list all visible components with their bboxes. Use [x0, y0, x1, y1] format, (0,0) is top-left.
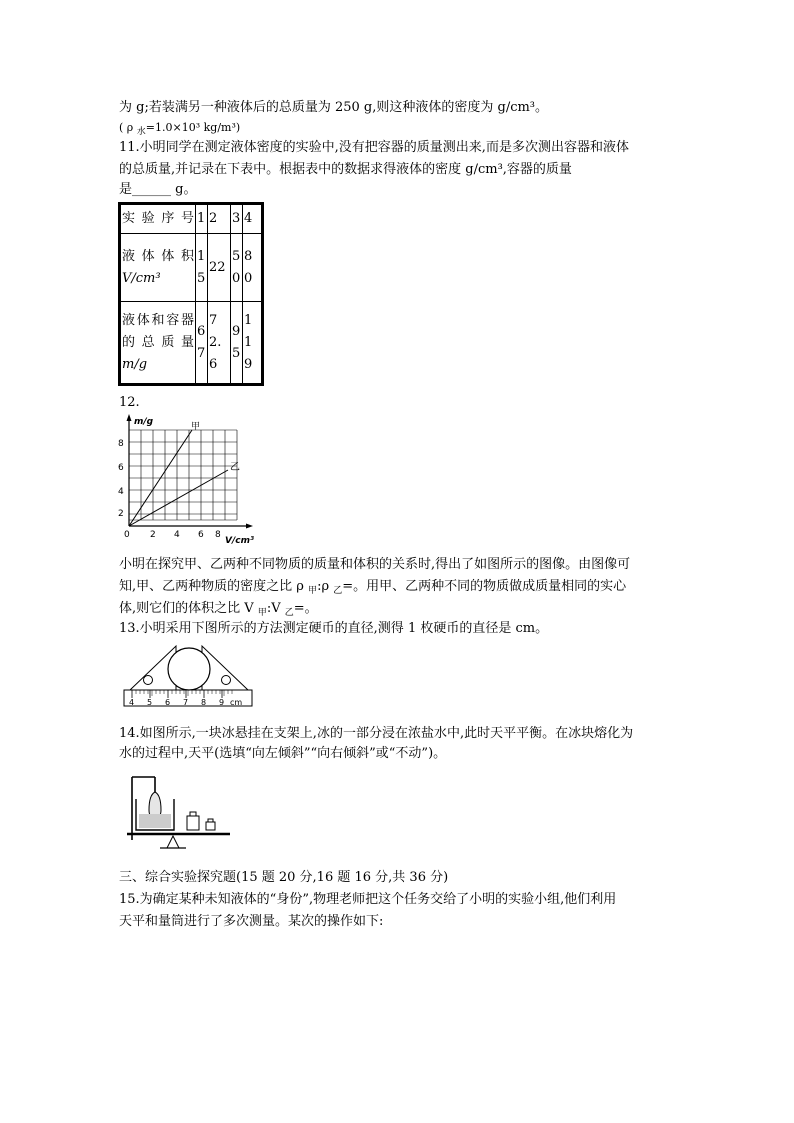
x-tick-label: 0 [124, 530, 130, 540]
ruler-tick-label: 8 [201, 698, 207, 707]
ruler-tick-label: 5 [147, 698, 153, 707]
y-tick-label: 2 [118, 509, 124, 519]
y-axis-arrow [127, 414, 132, 421]
seq-cell: 4 [243, 204, 263, 234]
q12-text3-sub1: 甲 [257, 608, 267, 618]
q10-line2-sub: 水 [136, 127, 146, 137]
q10-line2-b: =1.0×10³ kg/m³) [145, 121, 241, 134]
q12-text3-a: 体,则它们的体积之比 V [119, 601, 258, 616]
header-volume-text: 液体体积 [122, 248, 194, 264]
q12-text2-sub2: 乙 [333, 586, 343, 596]
header-mass [120, 302, 196, 385]
q12-text1: 小明在探究甲、乙两种不同物质的质量和体积的关系时,得出了如图所示的图像。由图像可 [119, 557, 631, 572]
q12-mass-volume-graph [112, 412, 262, 552]
ruler-tick-label: 7 [183, 698, 189, 707]
section3-title: 三、综合实验探究题(15 题 20 分,16 题 16 分,共 36 分) [119, 870, 449, 885]
header-volume-unit: V/cm³ [122, 270, 161, 286]
q14-line1: 14.如图所示,一块冰悬挂在支架上,冰的一部分浸在浓盐水中,此时天平平衡。在冰块熔化为 [119, 726, 634, 741]
y-axis-label: m/g [134, 417, 154, 427]
q11-line3-a: 是 [119, 182, 133, 197]
q12-text2-a: 知,甲、乙两种物质的密度之比 ρ [119, 579, 309, 594]
ruler-unit-label: cm [230, 698, 243, 707]
header-seq: 实验序号 [120, 204, 196, 234]
line-jia-label: 甲 [191, 422, 201, 432]
mass-cell: 72.6 [208, 302, 231, 385]
q14-balance-ice-figure [122, 772, 242, 860]
q11-line3 [119, 182, 196, 198]
q11-line2: 的总质量,并记录在下表中。根据表中的数据求得液体的密度 g/cm³,容器的质量 [119, 162, 572, 177]
mass-cell: 119 [243, 302, 263, 385]
x-tick-label: 2 [150, 530, 156, 540]
q12-text3-b: :V [266, 601, 285, 616]
volume-cell: 22 [208, 234, 231, 302]
x-tick-label: 8 [215, 530, 221, 540]
q12-text3-sub2: 乙 [284, 608, 294, 618]
q15-line2: 天平和量筒进行了多次测量。某次的操作如下: [119, 914, 384, 929]
q11-data-table [118, 202, 264, 386]
q11-blank: ______ [132, 182, 172, 197]
volume-cell: 80 [243, 234, 263, 302]
q12-text3-c: =。 [293, 601, 318, 616]
x-axis-label: V/cm³ [225, 536, 254, 546]
x-tick-label: 6 [198, 530, 204, 540]
q14-line2: 水的过程中,天平(选填“向左倾斜”“向右倾斜”或“不动”)。 [119, 746, 447, 761]
balance-fulcrum [167, 836, 179, 848]
y-tick-label: 6 [118, 463, 124, 473]
seq-cell: 2 [208, 204, 231, 234]
seq-cell: 3 [231, 204, 243, 234]
y-tick-label: 4 [118, 487, 124, 497]
ruler [124, 690, 252, 707]
mass-cell: 67 [196, 302, 208, 385]
table-row [120, 302, 263, 385]
coin [168, 648, 210, 690]
line-yi-label: 乙 [230, 462, 240, 473]
q13-text: 13.小明采用下图所示的方法测定硬币的直径,测得 1 枚硬币的直径是 cm。 [119, 621, 549, 636]
table-row [120, 234, 263, 302]
ruler-tick-label: 4 [129, 698, 135, 707]
q13-coin-ruler-figure [118, 640, 260, 710]
q12-text2-c: =。用甲、乙两种不同的物质做成质量相同的实心 [342, 579, 627, 594]
q12-text2 [119, 579, 626, 599]
q12-text2-b: :ρ [317, 579, 334, 594]
q11-line3-b: g。 [171, 182, 197, 197]
x-axis-arrow [246, 524, 253, 529]
q10-line2 [119, 120, 240, 140]
header-mass-text: 液体和容器的总质量 [122, 312, 194, 350]
q11-line1: 11.小明同学在测定液体密度的实验中,没有把容器的质量测出来,而是多次测出容器和液体 [119, 140, 629, 155]
q12-text3 [119, 601, 318, 621]
volume-cell: 15 [196, 234, 208, 302]
q15-line1: 15.为确定某种未知液体的“身份”,物理老师把这个任务交给了小明的实验小组,他们利用 [119, 892, 617, 907]
header-mass-unit: m/g [122, 356, 148, 372]
ruler-tick-label: 6 [165, 698, 171, 707]
volume-cell: 50 [231, 234, 243, 302]
q12-text2-sub1: 甲 [308, 586, 318, 596]
mass-cell: 95 [231, 302, 243, 385]
x-tick-label: 4 [174, 530, 180, 540]
weights [187, 812, 215, 830]
ruler-tick-label: 9 [219, 698, 225, 707]
q10-line2-a: ( ρ [119, 121, 137, 134]
q10-line1: 为 g;若装满另一种液体后的总质量为 250 g,则这种液体的密度为 g/cm³。 [119, 100, 549, 115]
header-volume [120, 234, 196, 302]
table-row [120, 204, 263, 234]
q12-number: 12. [119, 395, 140, 410]
seq-cell: 1 [196, 204, 208, 234]
y-tick-label: 8 [118, 439, 124, 449]
